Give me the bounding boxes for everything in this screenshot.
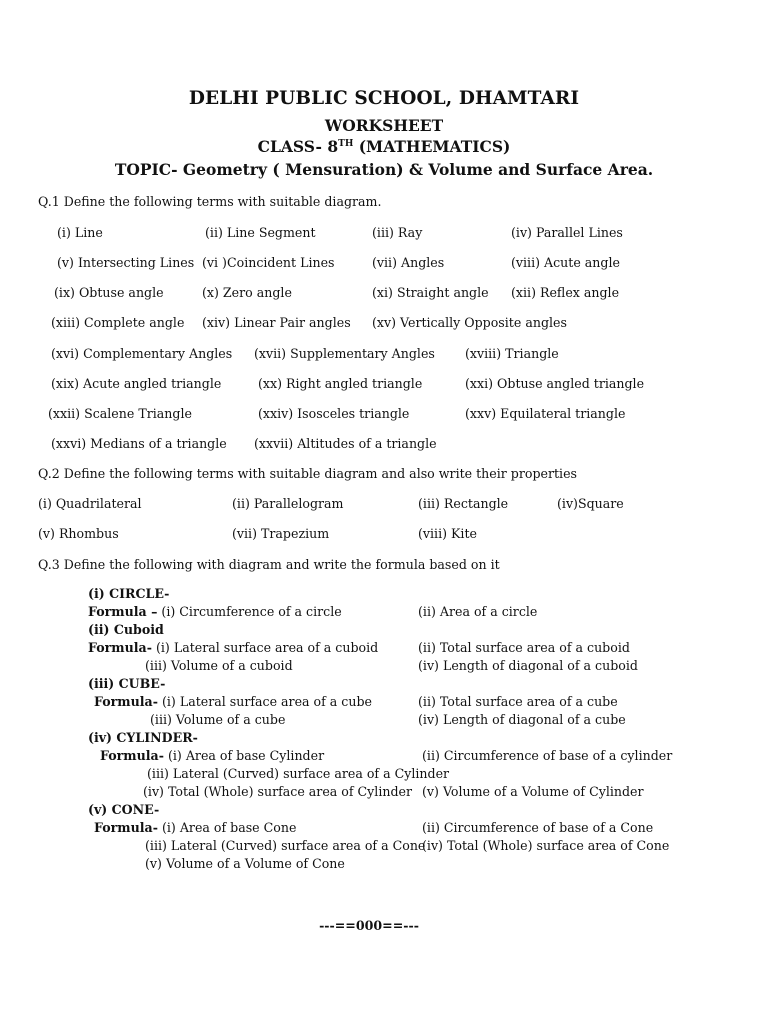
q2-item: (ii) Parallelogram — [232, 496, 344, 511]
q1-question: Q.1 Define the following terms with suitable diagram. — [38, 194, 382, 209]
formula-item: (v) Volume of a Volume of Cone — [145, 856, 345, 871]
formula-item: (iii) Volume of a cube — [150, 712, 286, 727]
q1-item: (v) Intersecting Lines — [57, 255, 195, 270]
formula-item: (iv) Length of diagonal of a cube — [418, 712, 626, 727]
q2-item: (iv)Square — [557, 496, 624, 511]
formula-item: (v) Volume of a Volume of Cylinder — [422, 784, 644, 799]
formula-item: (i) Lateral surface area of a cube — [161, 694, 372, 709]
formula-item: (i) Circumference of a circle — [161, 604, 342, 619]
formula-label: Formula- — [100, 748, 164, 763]
q1-item: (vii) Angles — [372, 255, 445, 270]
class-prefix: CLASS- 8 — [257, 137, 339, 156]
footer-divider: ---==000==--- — [319, 918, 419, 933]
formula-label: Formula- — [94, 820, 158, 835]
q1-item: (ii) Line Segment — [205, 225, 316, 240]
cylinder-formula-line — [100, 748, 324, 764]
q3-question: Q.3 Define the following with diagram and write the formula based on it — [38, 557, 500, 572]
q1-item: (xii) Reflex angle — [511, 285, 620, 300]
cylinder-heading: (iv) CYLINDER- — [88, 730, 198, 745]
class-subject: (MATHEMATICS) — [353, 137, 511, 156]
worksheet-label: WORKSHEET — [324, 116, 444, 135]
formula-item: (i) Lateral surface area of a cuboid — [155, 640, 379, 655]
q2-item: (i) Quadrilateral — [38, 496, 142, 511]
cuboid-heading: (ii) Cuboid — [88, 622, 164, 637]
class-superscript: TH — [338, 139, 354, 149]
cuboid-formula-line — [88, 640, 378, 656]
q2-item: (iii) Rectangle — [418, 496, 509, 511]
q1-item: (viii) Acute angle — [511, 255, 620, 270]
formula-item: (i) Area of base Cone — [161, 820, 297, 835]
q1-item: (ix) Obtuse angle — [54, 285, 164, 300]
q1-item: (xxiv) Isosceles triangle — [258, 406, 410, 421]
q1-item: (xxii) Scalene Triangle — [48, 406, 192, 421]
q1-item: (xv) Vertically Opposite angles — [372, 315, 567, 330]
formula-item: (i) Area of base Cylinder — [167, 748, 325, 763]
cone-heading: (v) CONE- — [88, 802, 160, 817]
q1-item: (i) Line — [57, 225, 103, 240]
q2-item: (v) Rhombus — [38, 526, 119, 541]
formula-item: (ii) Circumference of base of a Cone — [422, 820, 654, 835]
q1-item: (xi) Straight angle — [372, 285, 489, 300]
class-line — [0, 137, 768, 156]
q1-item: (xiii) Complete angle — [51, 315, 185, 330]
q2-item: (viii) Kite — [418, 526, 477, 541]
formula-label: Formula- — [94, 694, 158, 709]
q1-item: (xvii) Supplementary Angles — [254, 346, 435, 361]
q1-item: (x) Zero angle — [202, 285, 292, 300]
formula-item: (iii) Volume of a cuboid — [145, 658, 293, 673]
formula-item: (iv) Length of diagonal of a cuboid — [418, 658, 638, 673]
cube-formula-line — [94, 694, 372, 710]
formula-item: (iv) Total (Whole) surface area of Cylinder — [143, 784, 412, 799]
q2-question: Q.2 Define the following terms with suitable diagram and also write their properties — [38, 466, 577, 481]
formula-item: (ii) Total surface area of a cuboid — [418, 640, 630, 655]
q1-item: (iv) Parallel Lines — [511, 225, 623, 240]
formula-item: (iii) Lateral (Curved) surface area of a Cone — [145, 838, 426, 853]
formula-item: (ii) Total surface area of a cube — [418, 694, 618, 709]
q1-item: (vi )Coincident Lines — [202, 255, 335, 270]
q1-item: (iii) Ray — [372, 225, 423, 240]
q1-item: (xxvi) Medians of a triangle — [51, 436, 227, 451]
formula-item: (iv) Total (Whole) surface area of Cone — [422, 838, 670, 853]
formula-item: (ii) Area of a circle — [418, 604, 538, 619]
q1-item: (xxvii) Altitudes of a triangle — [254, 436, 437, 451]
circle-formula-line — [88, 604, 342, 620]
formula-label: Formula- — [88, 640, 152, 655]
formula-label: Formula – — [88, 604, 158, 619]
q1-item: (xxi) Obtuse angled triangle — [465, 376, 645, 391]
topic-line: TOPIC- Geometry ( Mensuration) & Volume and Surface Area. — [114, 160, 654, 179]
cone-formula-line — [94, 820, 296, 836]
q1-item: (xvi) Complementary Angles — [51, 346, 233, 361]
q1-item: (xiv) Linear Pair angles — [202, 315, 351, 330]
q2-item: (vii) Trapezium — [232, 526, 330, 541]
q1-item: (xviii) Triangle — [465, 346, 559, 361]
school-name: DELHI PUBLIC SCHOOL, DHAMTARI — [188, 88, 580, 109]
q1-item: (xx) Right angled triangle — [258, 376, 423, 391]
q1-item: (xix) Acute angled triangle — [51, 376, 222, 391]
q1-item: (xxv) Equilateral triangle — [465, 406, 626, 421]
formula-item: (ii) Circumference of base of a cylinder — [422, 748, 673, 763]
cube-heading: (iii) CUBE- — [88, 676, 166, 691]
formula-item: (iii) Lateral (Curved) surface area of a Cylinder — [147, 766, 450, 781]
circle-heading: (i) CIRCLE- — [88, 586, 170, 601]
